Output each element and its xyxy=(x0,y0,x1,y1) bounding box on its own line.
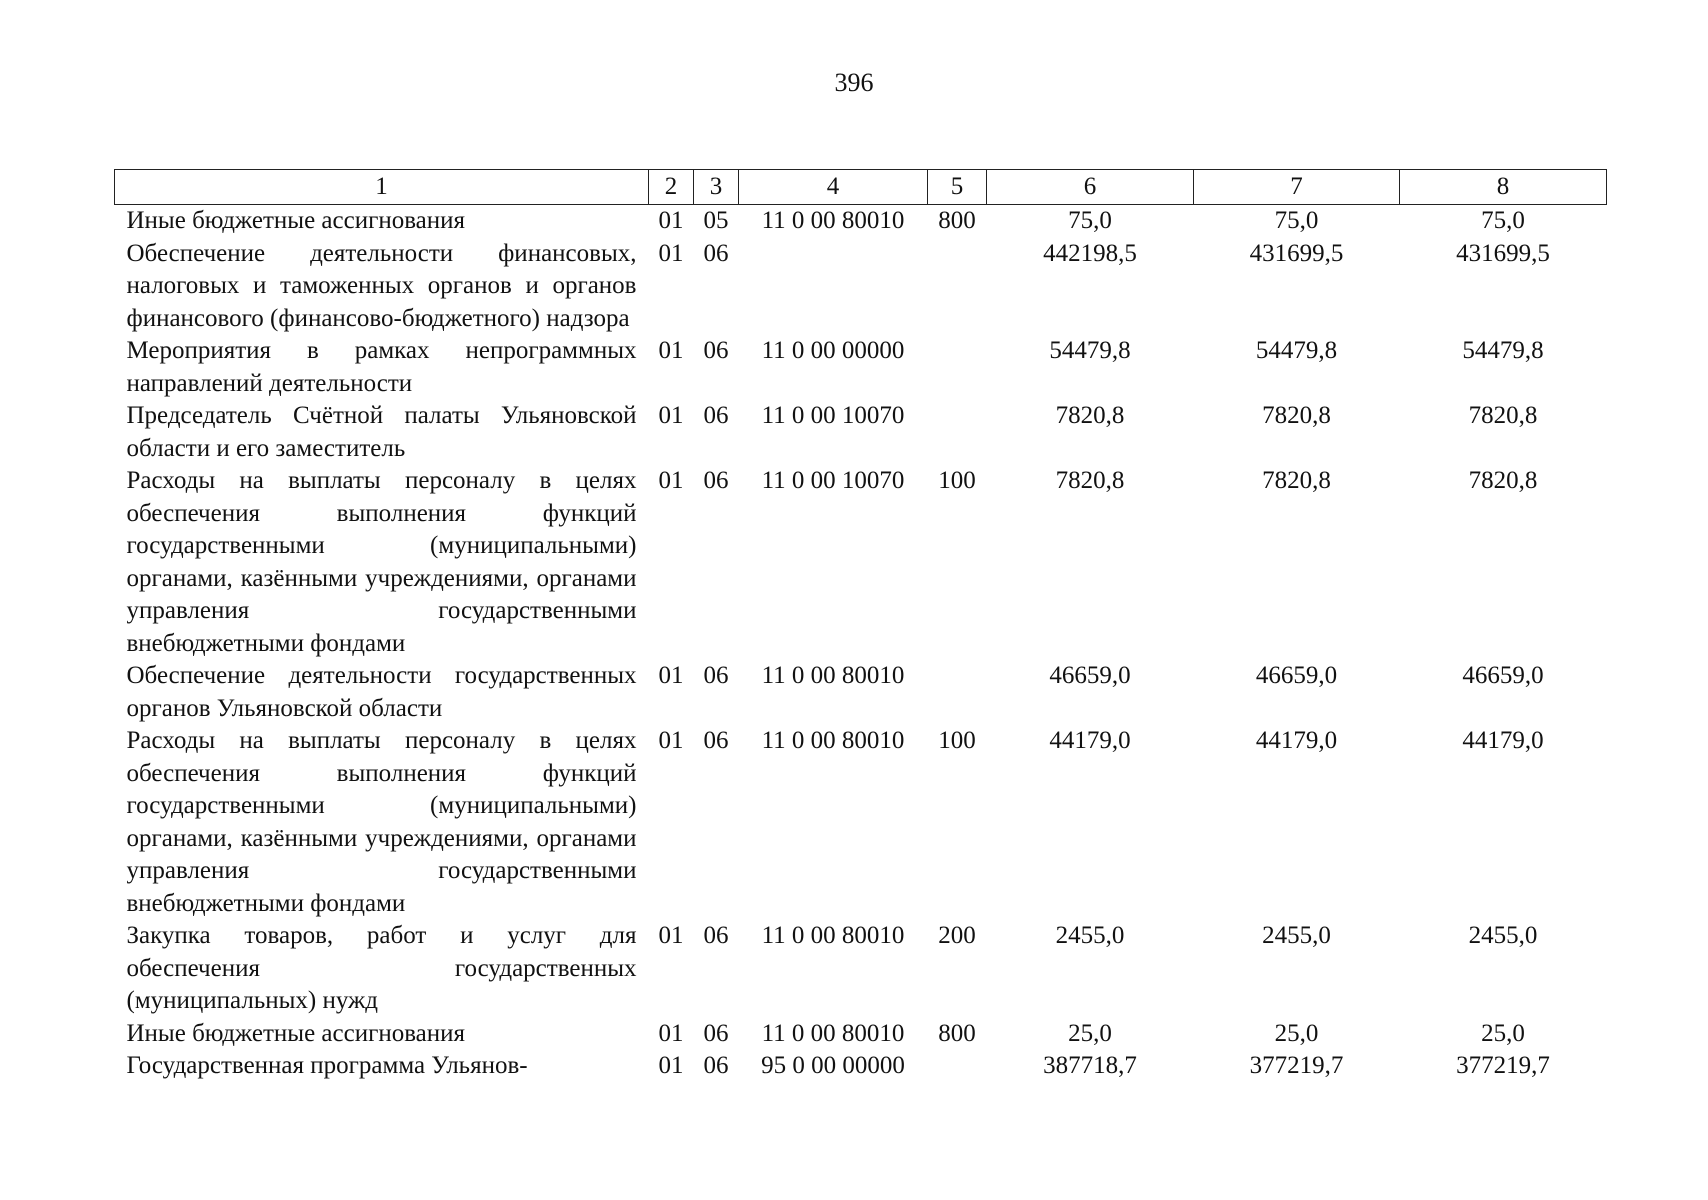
header-col-1: 1 xyxy=(115,170,649,205)
table-row xyxy=(115,920,1607,1018)
row-target-code: 11 0 00 00000 xyxy=(761,337,905,364)
row-name: Расходы на выплаты персоналу в целях обеспечения выполнения функций государственными (муниципальными) органами, казёнными учреждениями, органами управления государственными внебюджетными фондами xyxy=(126,467,637,657)
row-amount-8: 46659,0 xyxy=(1462,662,1544,689)
row-name: Председатель Счётной палаты Ульяновской области и его заместитель xyxy=(126,402,637,462)
row-target-code: 95 0 00 00000 xyxy=(761,1052,905,1079)
row-subsection: 06 xyxy=(703,239,729,267)
row-amount-7: 54479,8 xyxy=(1255,337,1338,364)
row-amount-7: 44179,0 xyxy=(1255,727,1338,754)
row-target-code: 11 0 00 10070 xyxy=(761,402,905,429)
row-expense-type xyxy=(928,400,987,465)
row-name: Иные бюджетные ассигнования xyxy=(126,1019,466,1047)
row-name: Государственная программа Ульянов- xyxy=(126,1052,528,1079)
page-number: 396 xyxy=(834,68,874,97)
row-amount-6: 7820,8 xyxy=(1055,467,1125,494)
row-target-code: 11 0 00 80010 xyxy=(761,1019,905,1047)
row-subsection: 06 xyxy=(703,922,729,949)
row-expense-type xyxy=(928,1050,987,1083)
table-row xyxy=(115,660,1607,725)
row-amount-8: 75,0 xyxy=(1481,207,1525,234)
table-row xyxy=(115,400,1607,465)
row-section: 01 xyxy=(658,239,684,267)
row-name: Иные бюджетные ассигнования xyxy=(126,207,466,234)
row-amount-6: 44179,0 xyxy=(1049,727,1131,754)
row-amount-7: 2455,0 xyxy=(1262,922,1331,949)
row-name: Мероприятия в рамках непрограммных направлений деятельности xyxy=(126,337,637,397)
row-amount-7: 7820,8 xyxy=(1262,467,1331,494)
table-row xyxy=(115,335,1607,400)
row-amount-8: 54479,8 xyxy=(1462,337,1544,364)
table-row xyxy=(115,238,1607,336)
row-expense-type: 100 xyxy=(938,467,976,494)
row-subsection: 06 xyxy=(703,1019,729,1047)
table-header xyxy=(115,170,1607,205)
row-expense-type xyxy=(928,660,987,725)
header-col-5: 5 xyxy=(928,170,987,205)
row-amount-7: 431699,5 xyxy=(1249,239,1344,267)
row-expense-type: 100 xyxy=(938,727,976,754)
header-col-2: 2 xyxy=(649,170,694,205)
row-amount-8: 7820,8 xyxy=(1468,467,1538,494)
row-amount-6: 54479,8 xyxy=(1049,337,1131,364)
row-name: Обеспечение деятельности государственных органов Ульяновской области xyxy=(126,662,637,722)
table-body xyxy=(115,205,1607,1083)
row-section: 01 xyxy=(658,207,684,234)
header-row xyxy=(115,170,1607,205)
row-amount-6: 442198,5 xyxy=(1043,239,1137,267)
row-amount-7: 25,0 xyxy=(1274,1019,1319,1047)
row-amount-8: 44179,0 xyxy=(1462,727,1544,754)
row-name: Обеспечение деятельности финансовых, налоговых и таможенных органов и органов финансового (финансово-бюджетного) надзора xyxy=(126,239,637,332)
row-subsection: 06 xyxy=(703,467,729,494)
table-row xyxy=(115,1018,1607,1051)
row-amount-8: 377219,7 xyxy=(1456,1052,1550,1079)
header-col-3: 3 xyxy=(694,170,739,205)
header-col-4: 4 xyxy=(739,170,928,205)
row-amount-8: 7820,8 xyxy=(1468,402,1538,429)
row-section: 01 xyxy=(658,1019,684,1047)
row-amount-7: 377219,7 xyxy=(1249,1052,1344,1079)
table-row xyxy=(115,725,1607,920)
header-col-8: 8 xyxy=(1400,170,1607,205)
row-expense-type: 200 xyxy=(938,922,976,949)
header-col-6: 6 xyxy=(987,170,1194,205)
row-subsection: 06 xyxy=(703,337,729,364)
row-section: 01 xyxy=(658,402,684,429)
row-subsection: 06 xyxy=(703,727,729,754)
row-section: 01 xyxy=(658,1052,684,1079)
row-expense-type xyxy=(928,335,987,400)
row-name: Закупка товаров, работ и услуг для обеспечения государственных (муниципальных) нужд xyxy=(126,922,637,1014)
row-section: 01 xyxy=(658,662,684,689)
row-target-code: 11 0 00 80010 xyxy=(761,207,905,234)
row-expense-type: 800 xyxy=(938,207,976,234)
row-target-code xyxy=(739,238,928,336)
row-subsection: 06 xyxy=(703,662,729,689)
row-expense-type xyxy=(928,238,987,336)
table-row xyxy=(115,205,1607,238)
row-amount-7: 46659,0 xyxy=(1255,662,1338,689)
row-amount-6: 46659,0 xyxy=(1049,662,1131,689)
row-amount-7: 75,0 xyxy=(1274,207,1319,234)
row-expense-type: 800 xyxy=(938,1019,976,1047)
row-target-code: 11 0 00 80010 xyxy=(761,727,905,754)
row-section: 01 xyxy=(658,922,684,949)
row-target-code: 11 0 00 80010 xyxy=(761,922,905,949)
row-amount-6: 387718,7 xyxy=(1043,1052,1137,1079)
row-section: 01 xyxy=(658,467,684,494)
budget-table xyxy=(114,169,1607,1083)
row-amount-8: 25,0 xyxy=(1481,1019,1525,1047)
row-section: 01 xyxy=(658,337,684,364)
row-amount-6: 75,0 xyxy=(1068,207,1112,234)
row-amount-8: 431699,5 xyxy=(1456,239,1550,267)
row-amount-6: 2455,0 xyxy=(1055,922,1125,949)
table-row xyxy=(115,465,1607,660)
row-target-code: 11 0 00 10070 xyxy=(761,467,905,494)
row-amount-6: 7820,8 xyxy=(1055,402,1125,429)
row-amount-6: 25,0 xyxy=(1068,1019,1112,1047)
row-target-code: 11 0 00 80010 xyxy=(761,662,905,689)
row-section: 01 xyxy=(658,727,684,754)
row-amount-7: 7820,8 xyxy=(1262,402,1331,429)
row-amount-8: 2455,0 xyxy=(1468,922,1538,949)
row-subsection: 06 xyxy=(703,402,729,429)
row-subsection: 05 xyxy=(703,207,729,234)
row-subsection: 06 xyxy=(703,1052,729,1079)
table-row xyxy=(115,1050,1607,1083)
header-col-7: 7 xyxy=(1194,170,1400,205)
row-name: Расходы на выплаты персоналу в целях обеспечения выполнения функций государственными (муниципальными) органами, казёнными учреждениями, органами управления государственными внебюджетными фондами xyxy=(126,727,637,917)
